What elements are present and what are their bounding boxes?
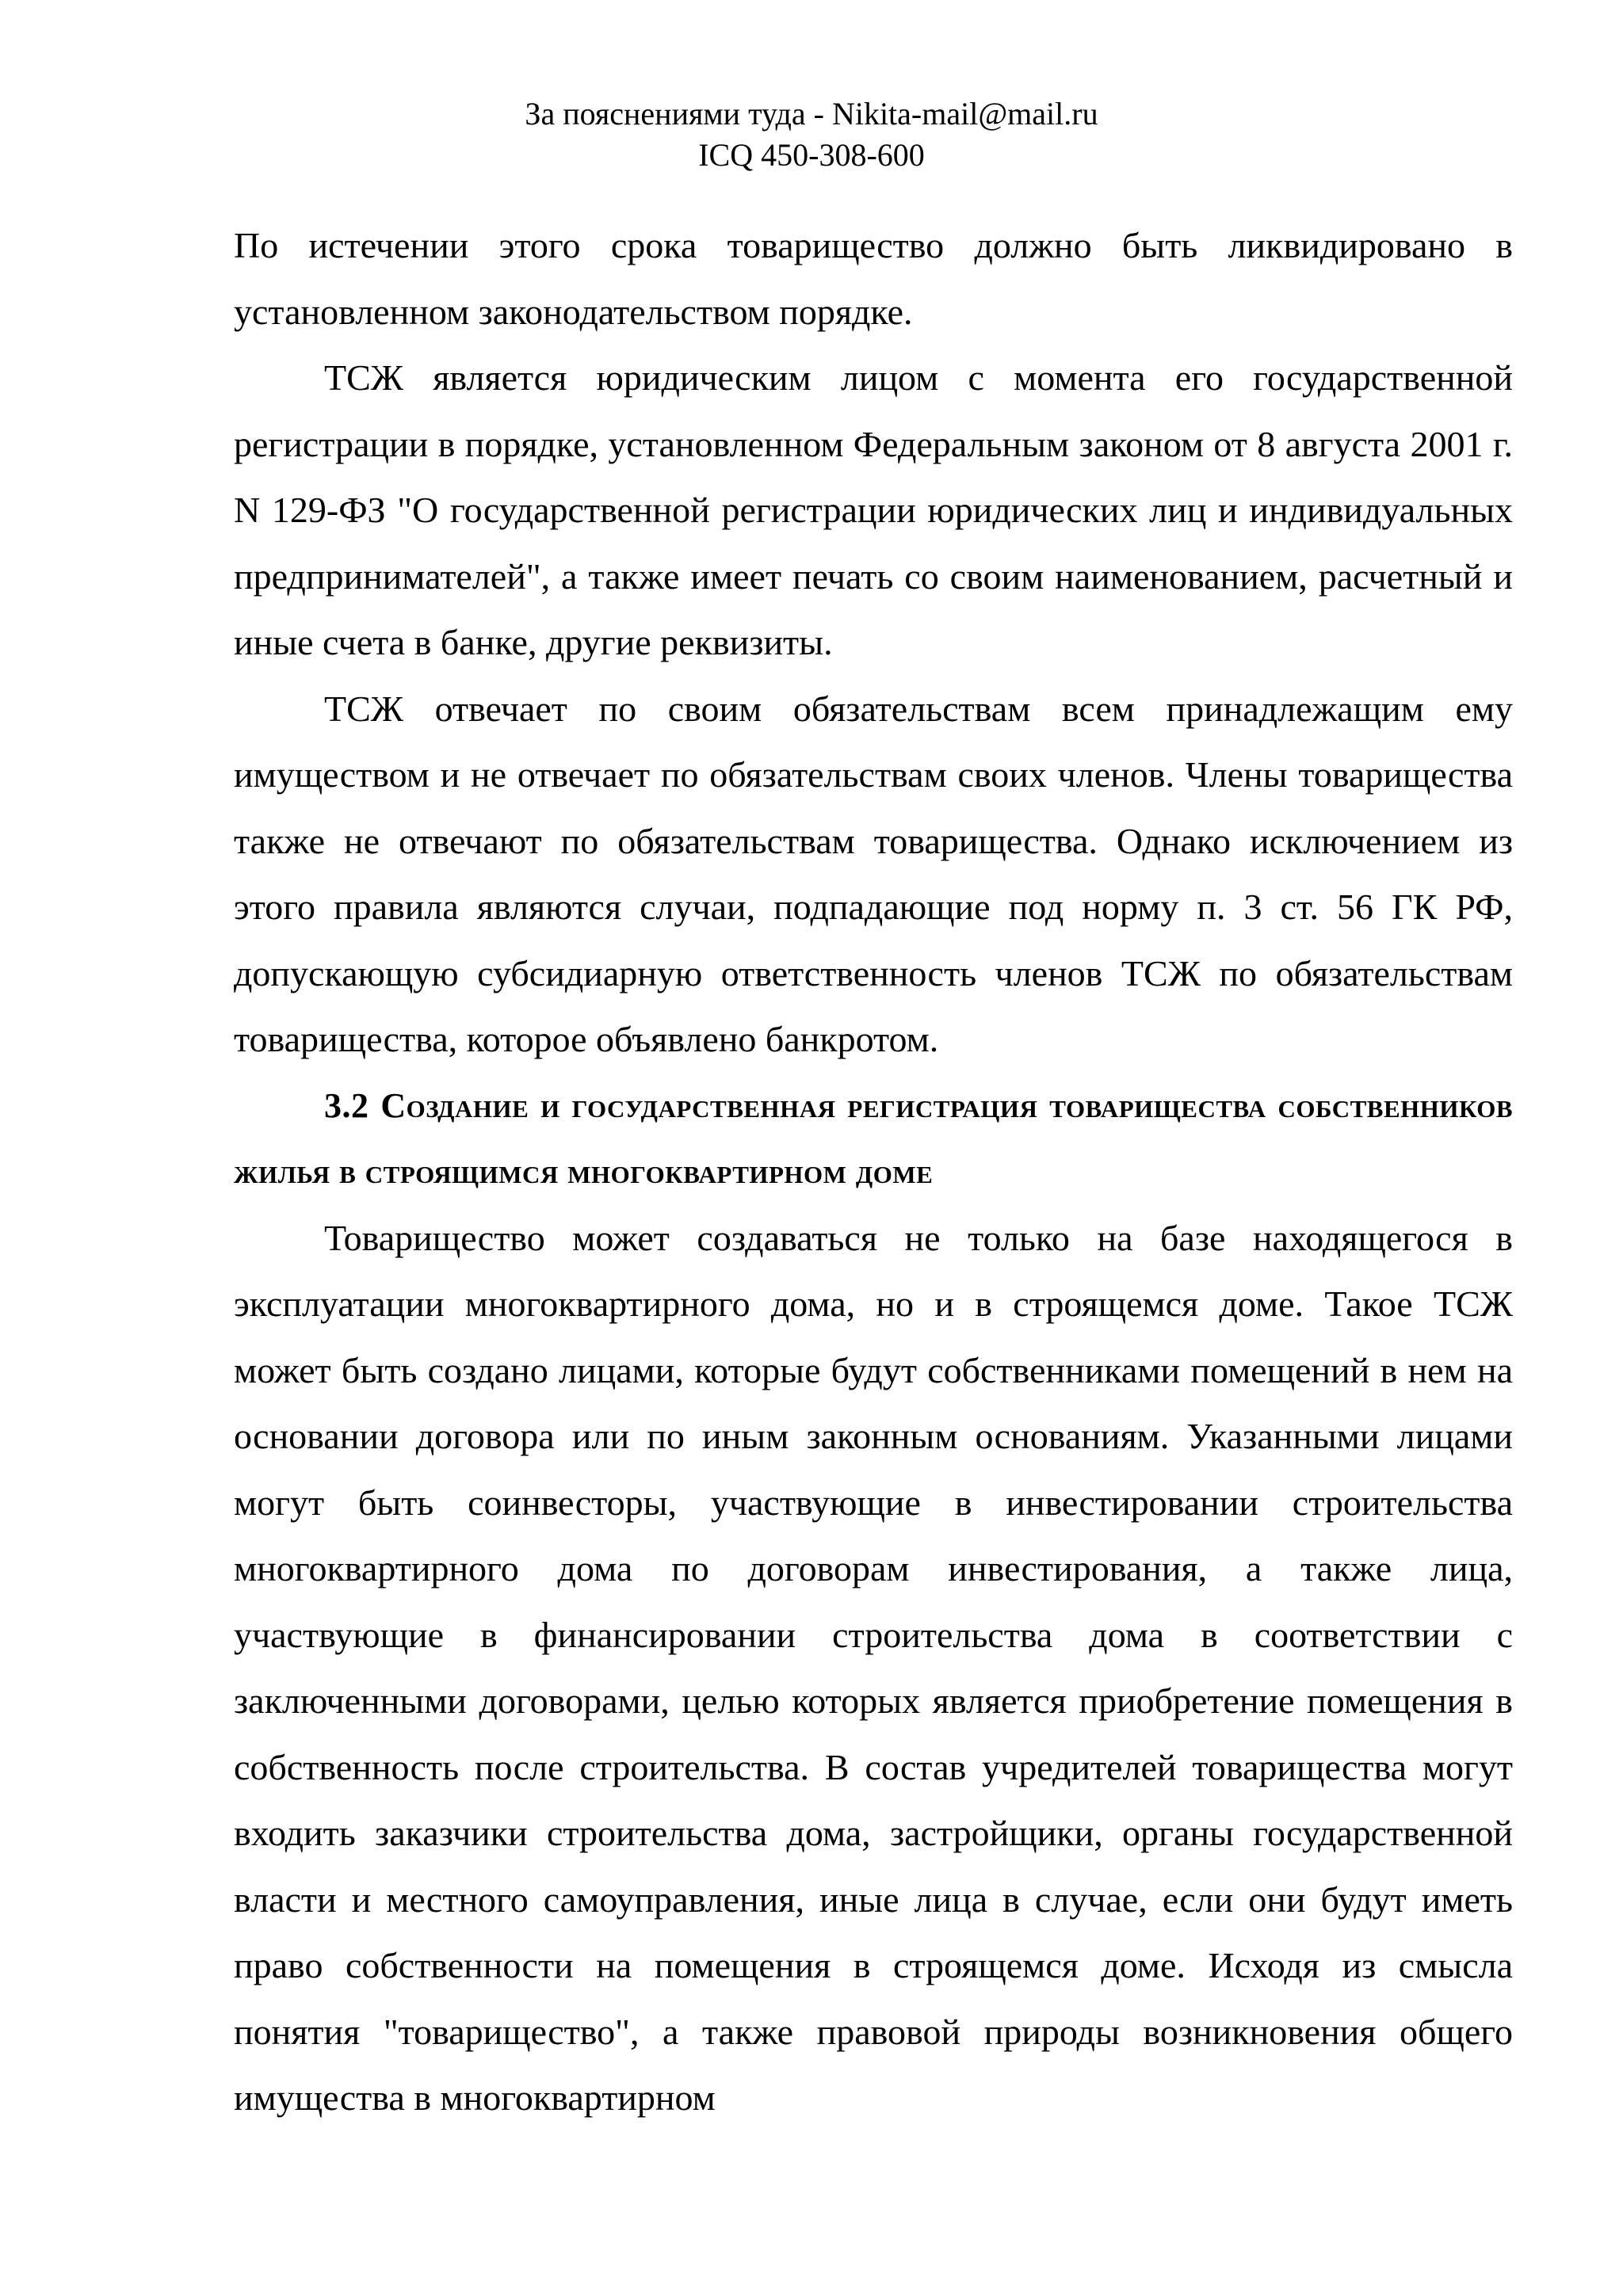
page-header <box>0 93 1623 176</box>
header-contact-icq: ICQ 450-308-600 <box>698 137 925 173</box>
document-body <box>234 212 1513 2131</box>
paragraph-liquidation: По истечении этого срока товарищество должно быть ликвидировано в установленном законодательством порядке. <box>234 225 1513 332</box>
section-heading: 3.2 Создание и государственная регистрация товарищества собственников жилья в строящимся многоквартирном доме <box>234 1085 1513 1191</box>
header-contact-email: За пояснениями туда - Nikita-mail@mail.ru <box>525 96 1098 132</box>
paragraph-liability: ТСЖ отвечает по своим обязательствам всем принадлежащим ему имуществом и не отвечает по обязательствам своих членов. Члены товарищества также не отвечают по обязательствам товарищества. Однако исключением из этого правила являются случаи, подпадающие под норму п. 3 ст. 56 ГК РФ, допускающую субсидиарную ответственность членов ТСЖ по обязательствам товарищества, которое объявлено банкротом. <box>234 688 1513 1059</box>
paragraph-creation: Товарищество может создаваться не только на базе находящегося в эксплуатации многоквартирного дома, но и в строящемся доме. Такое ТСЖ может быть создано лицами, которые будут собственниками помещений в нем на основании договора или по иным законным основаниям. Указанными лицами могут быть соинвесторы, участвующие в инвестировании строительства многоквартирного дома по договорам инвестирования, а также лица, участвующие в финансировании строительства дома в соответствии с заключенными договорами, целью которых является приобретение помещения в собственность после строительства. В состав учредителей товарищества могут входить заказчики строительства дома, застройщики, органы государственной власти и местного самоуправления, иные лица в случае, если они будут иметь право собственности на помещения в строящемся доме. Исходя из смысла понятия "товарищество", а также правовой природы возникновения общего имущества в многоквартирном <box>234 1217 1513 2118</box>
paragraph-legal-entity: ТСЖ является юридическим лицом с момента его государственной регистрации в порядке, установленном Федеральным законом от 8 августа 2001 г. N 129-ФЗ "О государственной регистрации юридических лиц и индивидуальных предпринимателей", а также имеет печать со своим наименованием, расчетный и иные счета в банке, другие реквизиты. <box>234 357 1513 662</box>
